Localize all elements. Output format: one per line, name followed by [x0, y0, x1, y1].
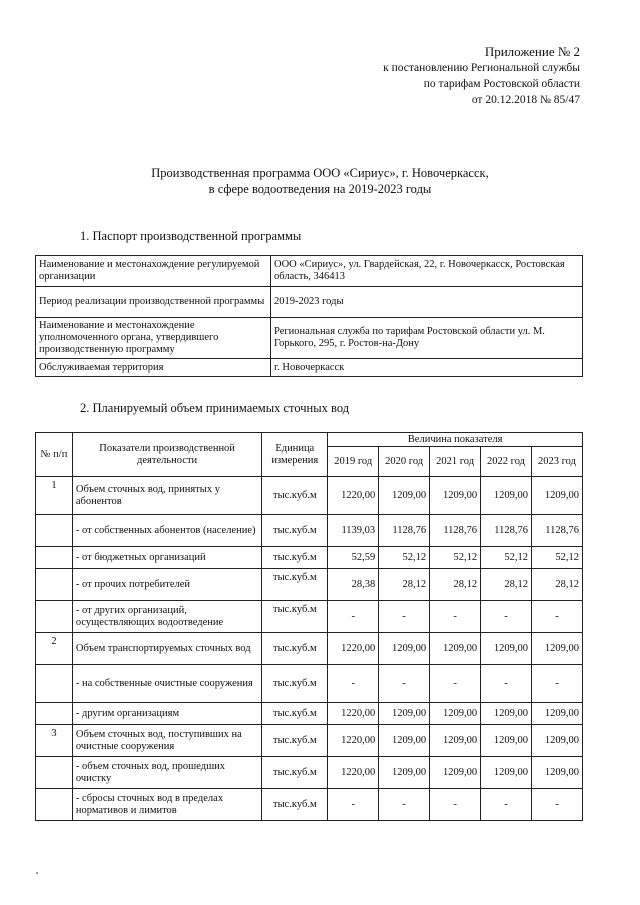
table-row — [36, 601, 583, 633]
table-row — [36, 515, 583, 547]
row-number: 2 — [36, 633, 73, 665]
section-2-heading: 2. Планируемый объем принимаемых сточных вод — [80, 401, 350, 415]
table-row — [36, 789, 583, 821]
header-number: № п/п — [36, 433, 73, 477]
appendix-number: Приложение № 2 — [484, 44, 580, 59]
value-2019: 1139,03 — [328, 515, 379, 547]
passport-key: Период реализации производственной программы — [36, 287, 271, 318]
row-number — [36, 547, 73, 569]
row-unit: тыс.куб.м — [262, 569, 328, 601]
row-indicator: - другим организациям — [72, 703, 261, 725]
value-2023: 1209,00 — [532, 477, 583, 515]
value-2023: 1209,00 — [532, 725, 583, 757]
value-2020: 52,12 — [379, 547, 430, 569]
value-2023: - — [532, 789, 583, 821]
passport-table — [35, 255, 583, 377]
value-2019: 1220,00 — [328, 633, 379, 665]
value-2021: 28,12 — [430, 569, 481, 601]
header-year: 2021 год — [430, 447, 481, 477]
value-2020: 1209,00 — [379, 477, 430, 515]
value-2021: 1128,76 — [430, 515, 481, 547]
value-2023: - — [532, 665, 583, 703]
row-number — [36, 703, 73, 725]
value-2021: 1209,00 — [430, 633, 481, 665]
value-2022: 1209,00 — [481, 725, 532, 757]
value-2019: 52,59 — [328, 547, 379, 569]
row-unit: тыс.куб.м — [262, 665, 328, 703]
row-indicator: - от прочих потребителей — [72, 569, 261, 601]
passport-row — [36, 287, 583, 318]
row-number — [36, 757, 73, 789]
header-year: 2020 год — [379, 447, 430, 477]
row-unit: тыс.куб.м — [262, 725, 328, 757]
row-number — [36, 601, 73, 633]
row-unit: тыс.куб.м — [262, 601, 328, 633]
value-2020: - — [379, 789, 430, 821]
value-2020: 1209,00 — [379, 633, 430, 665]
value-2020: 1128,76 — [379, 515, 430, 547]
header-unit: Единица измерения — [262, 433, 328, 477]
value-2021: 1209,00 — [430, 703, 481, 725]
passport-value: Региональная служба по тарифам Ростовской области ул. М. Горького, 295, г. Ростов-на-Дону — [271, 318, 583, 359]
row-indicator: - от собственных абонентов (население) — [72, 515, 261, 547]
value-2022: 52,12 — [481, 547, 532, 569]
passport-value: ООО «Сириус», ул. Гвардейская, 22, г. Новочеркасск, Ростовская область, 346413 — [271, 256, 583, 287]
table-row — [36, 547, 583, 569]
header-year: 2022 год — [481, 447, 532, 477]
value-2023: 1209,00 — [532, 757, 583, 789]
row-unit: тыс.куб.м — [262, 547, 328, 569]
row-indicator: - на собственные очистные сооружения — [72, 665, 261, 703]
row-unit: тыс.куб.м — [262, 477, 328, 515]
passport-row — [36, 256, 583, 287]
row-unit: тыс.куб.м — [262, 633, 328, 665]
value-2022: 1209,00 — [481, 757, 532, 789]
row-number — [36, 569, 73, 601]
value-2023: 52,12 — [532, 547, 583, 569]
row-indicator: - сбросы сточных вод в пределах нормативов и лимитов — [72, 789, 261, 821]
value-2023: - — [532, 601, 583, 633]
row-unit: тыс.куб.м — [262, 789, 328, 821]
scan-speck — [36, 872, 38, 874]
row-number: 3 — [36, 725, 73, 757]
passport-row — [36, 318, 583, 359]
passport-key: Обслуживаемая территория — [36, 359, 271, 377]
value-2019: 1220,00 — [328, 757, 379, 789]
value-2020: - — [379, 665, 430, 703]
value-2021: 1209,00 — [430, 477, 481, 515]
value-2023: 28,12 — [532, 569, 583, 601]
value-2019: 1220,00 — [328, 703, 379, 725]
value-2019: 28,38 — [328, 569, 379, 601]
table-row — [36, 665, 583, 703]
row-number — [36, 665, 73, 703]
wastewater-volume-table — [35, 432, 583, 821]
passport-value: 2019-2023 годы — [271, 287, 583, 318]
table-row — [36, 633, 583, 665]
header-value-group: Величина показателя — [328, 433, 583, 447]
appendix-line-3: по тарифам Ростовской области — [423, 78, 580, 90]
row-indicator: Объем сточных вод, принятых у абонентов — [72, 477, 261, 515]
header-indicator: Показатели производственной деятельности — [72, 433, 261, 477]
passport-key: Наименование и местонахождение регулируемой организации — [36, 256, 271, 287]
row-indicator: - объем сточных вод, прошедших очистку — [72, 757, 261, 789]
header-year: 2019 год — [328, 447, 379, 477]
value-2022: 1128,76 — [481, 515, 532, 547]
table-row — [36, 569, 583, 601]
value-2021: 1209,00 — [430, 725, 481, 757]
value-2020: 1209,00 — [379, 725, 430, 757]
value-2022: 1209,00 — [481, 633, 532, 665]
table-row — [36, 477, 583, 515]
value-2019: 1220,00 — [328, 725, 379, 757]
row-indicator: - от других организаций, осуществляющих водоотведение — [72, 601, 261, 633]
value-2022: 1209,00 — [481, 477, 532, 515]
passport-row — [36, 359, 583, 377]
document-title — [0, 165, 640, 197]
value-2022: 1209,00 — [481, 703, 532, 725]
value-2021: 1209,00 — [430, 757, 481, 789]
row-indicator: Объем транспортируемых сточных вод — [72, 633, 261, 665]
value-2020: 1209,00 — [379, 757, 430, 789]
value-2021: - — [430, 789, 481, 821]
title-line-1: Производственная программа ООО «Сириус», г. Новочеркасск, — [151, 166, 489, 180]
table-row — [36, 757, 583, 789]
table-row — [36, 725, 583, 757]
value-2020: 28,12 — [379, 569, 430, 601]
appendix-line-2: к постановлению Региональной службы — [383, 62, 580, 74]
row-indicator: Объем сточных вод, поступивших на очистные сооружения — [72, 725, 261, 757]
passport-value: г. Новочеркасск — [271, 359, 583, 377]
passport-key: Наименование и местонахождение уполномоченного органа, утвердившего производственную программу — [36, 318, 271, 359]
value-2020: 1209,00 — [379, 703, 430, 725]
row-number — [36, 515, 73, 547]
value-2022: - — [481, 601, 532, 633]
row-unit: тыс.куб.м — [262, 703, 328, 725]
appendix-header — [383, 44, 580, 108]
section-1-heading: 1. Паспорт производственной программы — [80, 229, 302, 243]
value-2021: - — [430, 601, 481, 633]
value-2021: - — [430, 665, 481, 703]
value-2023: 1209,00 — [532, 703, 583, 725]
value-2019: - — [328, 601, 379, 633]
value-2023: 1128,76 — [532, 515, 583, 547]
value-2019: - — [328, 665, 379, 703]
value-2019: - — [328, 789, 379, 821]
header-year: 2023 год — [532, 447, 583, 477]
title-line-2: в сфере водоотведения на 2019-2023 годы — [208, 182, 432, 196]
table-row — [36, 703, 583, 725]
value-2022: - — [481, 665, 532, 703]
appendix-date: от 20.12.2018 № 85/47 — [471, 94, 580, 106]
value-2020: - — [379, 601, 430, 633]
value-2021: 52,12 — [430, 547, 481, 569]
value-2023: 1209,00 — [532, 633, 583, 665]
value-2019: 1220,00 — [328, 477, 379, 515]
row-unit: тыс.куб.м — [262, 757, 328, 789]
row-indicator: - от бюджетных организаций — [72, 547, 261, 569]
row-number: 1 — [36, 477, 73, 515]
row-number — [36, 789, 73, 821]
row-unit: тыс.куб.м — [262, 515, 328, 547]
value-2022: - — [481, 789, 532, 821]
value-2022: 28,12 — [481, 569, 532, 601]
